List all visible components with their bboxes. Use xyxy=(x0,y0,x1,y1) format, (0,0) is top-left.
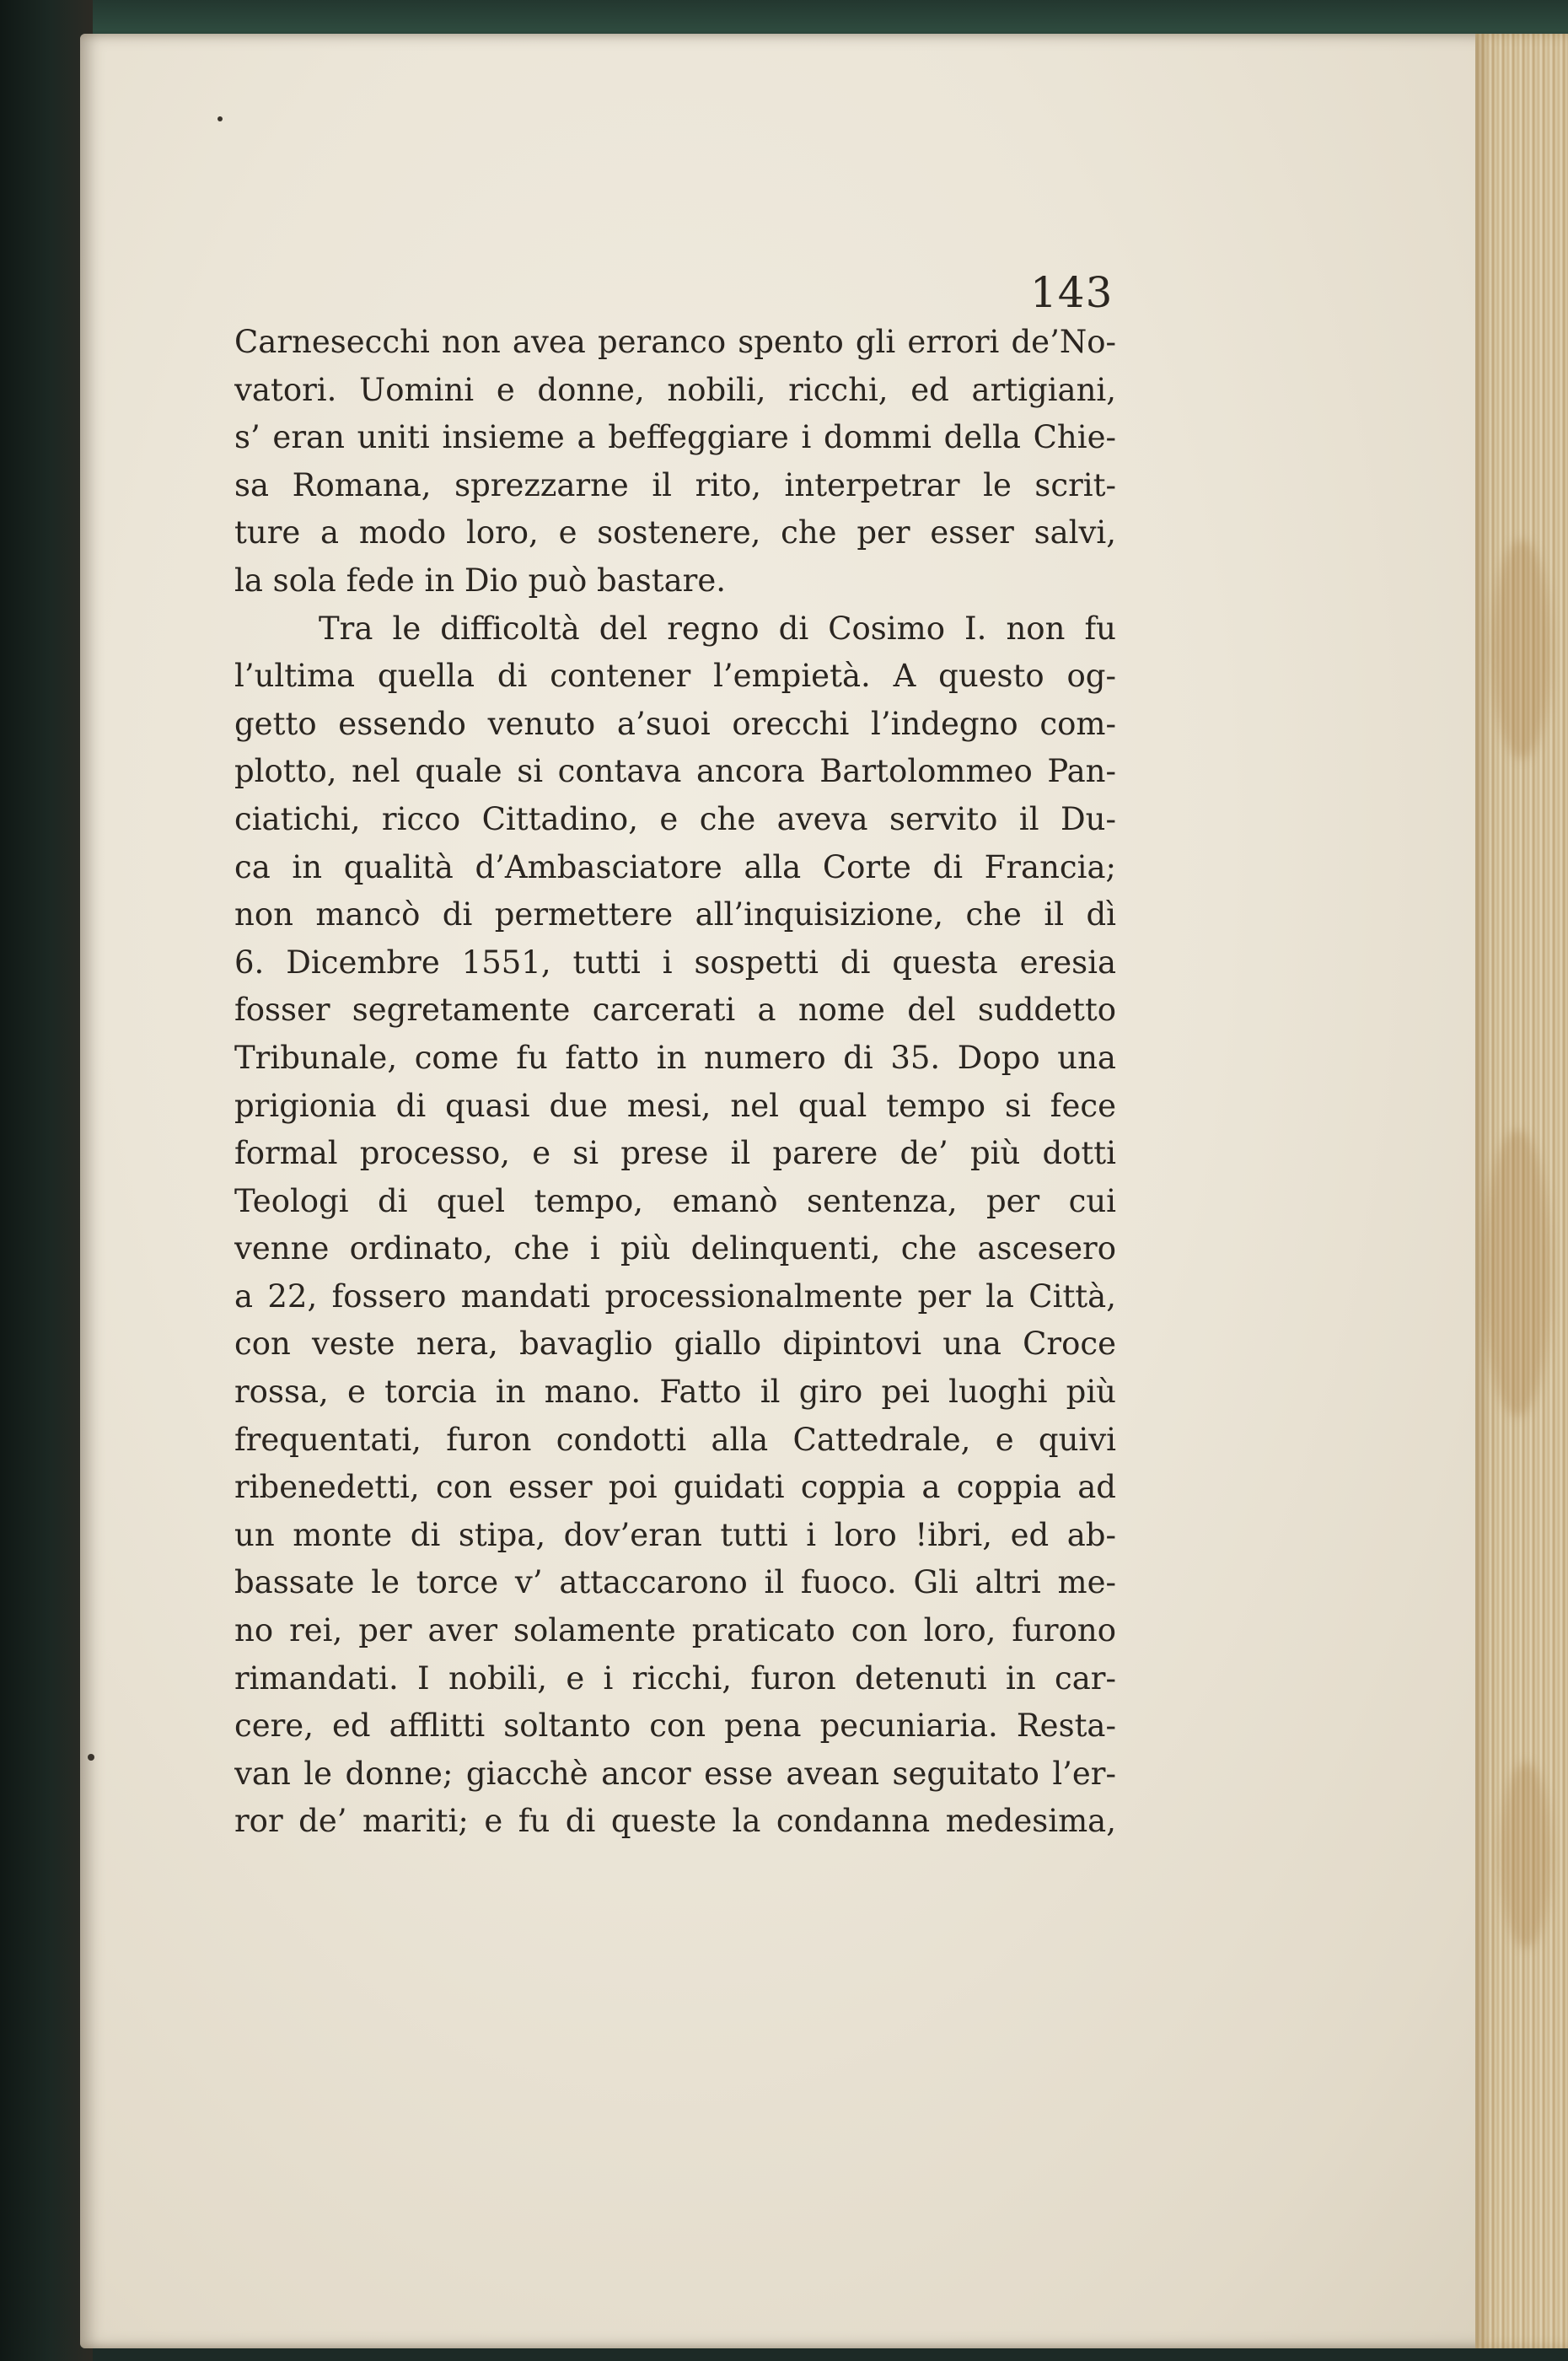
text-line: ribenedetti, con esser poi guidati coppia a coppia ad xyxy=(234,1469,1116,1506)
text-line: cere, ed afflitti soltanto con pena pecuniaria. Resta- xyxy=(234,1708,1116,1745)
text-line: con veste nera, bavaglio giallo dipintovi una Croce xyxy=(234,1326,1116,1363)
text-line: ciatichi, ricco Cittadino, e che aveva servito il Du- xyxy=(234,800,1116,837)
text-line: formal processo, e si prese il parere de’ più dotti xyxy=(234,1135,1116,1172)
text-line: sa Romana, sprezzarne il rito, interpetrar le scrit- xyxy=(234,466,1116,503)
paper-speck xyxy=(88,1754,94,1761)
text-line: rossa, e torcia in mano. Fatto il giro pei luoghi più xyxy=(234,1374,1116,1411)
text-line: ca in qualità d’Ambasciatore alla Corte di Francia; xyxy=(234,848,1116,885)
text-line: ture a modo loro, e sostenere, che per esser salvi, xyxy=(234,514,1116,551)
text-line: venne ordinato, che i più delinquenti, che ascesero xyxy=(234,1230,1116,1267)
text-line: rimandati. I nobili, e i ricchi, furon detenuti in car- xyxy=(234,1659,1116,1697)
text-line: Tribunale, come fu fatto in numero di 35. Dopo una xyxy=(234,1039,1116,1076)
text-line: ror de’ mariti; e fu di queste la condanna medesima, xyxy=(234,1803,1116,1840)
text-line: bassate le torce v’ attaccarono il fuoco. Gli altri me- xyxy=(234,1564,1116,1601)
text-line: prigionia di quasi due mesi, nel qual tempo si fece xyxy=(234,1087,1116,1124)
text-line: un monte di stipa, dov’eran tutti i loro !ibri, ed ab- xyxy=(234,1516,1116,1553)
text-line: Tra le difficoltà del regno di Cosimo I. non fu xyxy=(319,610,1116,647)
text-line: la sola fede in Dio può bastare. xyxy=(234,562,727,599)
body-text xyxy=(234,319,1116,1846)
text-line: a 22, fossero mandati processionalmente per la Città, xyxy=(234,1277,1116,1315)
page-number: 143 xyxy=(1030,268,1114,317)
text-line: l’ultima quella di contener l’empietà. A questo og- xyxy=(234,658,1116,695)
text-line: 6. Dicembre 1551, tutti i sospetti di questa eresia xyxy=(234,944,1116,981)
text-line: van le donne; giacchè ancor esse avean seguitato l’er- xyxy=(234,1755,1116,1792)
text-line: s’ eran uniti insieme a beffeggiare i dommi della Chie- xyxy=(234,419,1116,456)
text-line: frequentati, furon condotti alla Cattedrale, e quivi xyxy=(234,1421,1116,1458)
text-line: Teologi di quel tempo, emanò sentenza, per cui xyxy=(234,1182,1116,1219)
text-line: no rei, per aver solamente praticato con loro, furono xyxy=(234,1612,1116,1649)
page-edges xyxy=(1475,34,1568,2348)
text-line: Carnesecchi non avea peranco spento gli errori de’No- xyxy=(234,324,1116,360)
text-line: fosser segretamente carcerati a nome del suddetto xyxy=(234,992,1116,1029)
text-line: plotto, nel quale si contava ancora Bartolommeo Pan- xyxy=(234,753,1116,790)
text-line: non mancò di permettere all’inquisizione, che il dì xyxy=(234,896,1116,933)
paper-speck xyxy=(217,116,223,121)
binding-edge xyxy=(0,0,93,2361)
text-line: vatori. Uomini e donne, nobili, ricchi, ed artigiani, xyxy=(234,371,1116,408)
text-line: getto essendo venuto a’suoi orecchi l’indegno com- xyxy=(234,705,1116,742)
